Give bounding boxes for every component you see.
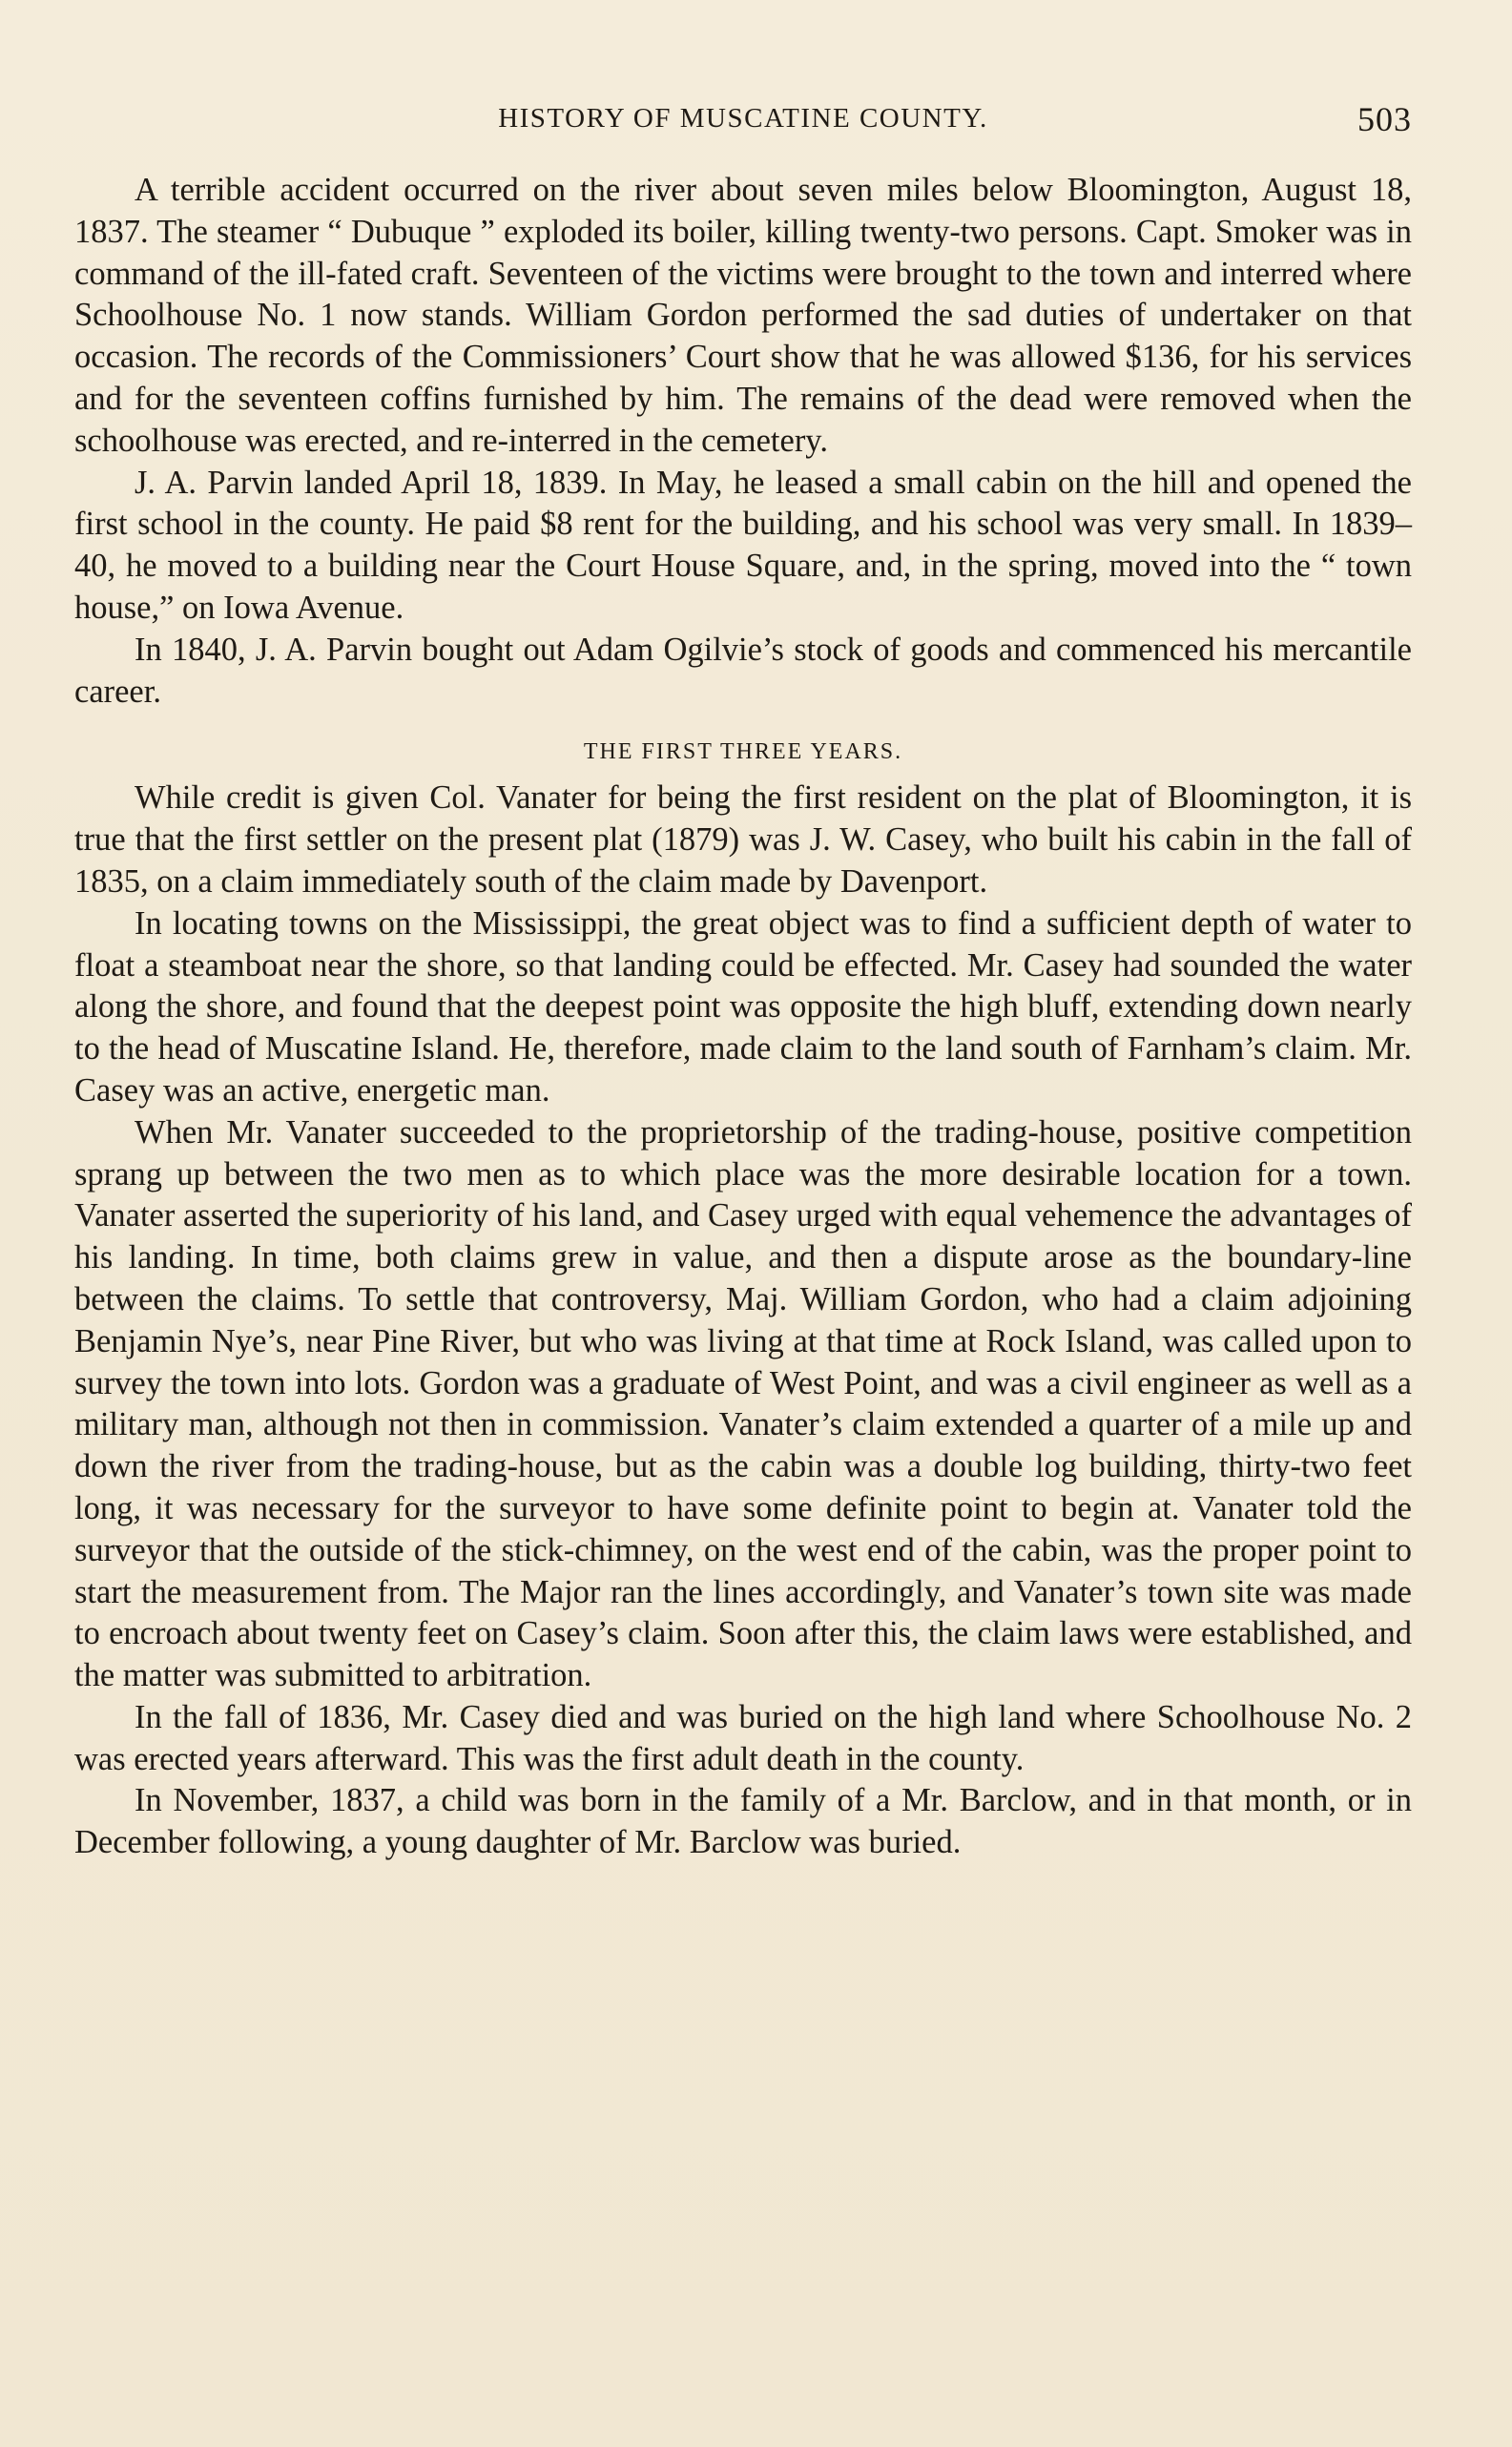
body-text	[74, 170, 1412, 1864]
page-header	[74, 95, 1412, 153]
paragraph-boundary-dispute: When Mr. Vanater succeeded to the proprietorship of the trading-house, positive competition sprang up between the two men as to which place was the more desirable location for a town. Vanater asserted the superiority of his land, and Casey urged with equal vehemence the advantages of his landing. In time, both claims grew in value, and then a dispute arose as the boundary-line between the claims. To settle that controversy, Maj. William Gordon, who had a claim adjoining Benjamin Nye’s, near Pine River, but who was living at that time at Rock Island, was called upon to survey the town into lots. Gordon was a graduate of West Point, and was a civil engineer as well as a military man, although not then in commission. Vanater’s claim extended a quarter of a mile up and down the river from the trading-house, but as the cabin was a double log building, thirty-two feet long, it was necessary for the surveyor to have some definite point to begin at. Vanater told the surveyor that the outside of the stick-chimney, on the west end of the cabin, was the proper point to start the measurement from. The Major ran the lines accordingly, and Vanater’s town site was made to encroach about twenty feet on Casey’s claim. Soon after this, the claim laws were established, and the matter was submitted to arbitration.	[74, 1113, 1412, 1694]
paragraph-steamer-accident: A terrible accident occurred on the river about seven miles below Bloomington, August 18, 1837. The steamer “ Dubuque ” exploded its boiler, killing twenty-two persons. Capt. Smoker was in command of the ill-fated craft. Seventeen of the victims were brought to the town and interred where Schoolhouse No. 1 now stands. William Gordon performed the sad duties of undertaker on that occasion. The records of the Commissioners’ Court show that he was allowed $136, for his services and for the seventeen coffins furnished by him. The remains of the dead were removed when the schoolhouse was erected, and re-interred in the cemetery.	[74, 172, 1412, 459]
paragraph-barclow-child: In November, 1837, a child was born in the family of a Mr. Barclow, and in that month, or in December following, a young daughter of Mr. Barclow was buried.	[74, 1782, 1412, 1861]
paragraph-parvin-mercantile: In 1840, J. A. Parvin bought out Adam Ogilvie’s stock of goods and commenced his mercantile career.	[74, 631, 1412, 710]
paragraph-first-settler: While credit is given Col. Vanater for being the first resident on the plat of Bloomington, it is true that the first settler on the present plat (1879) was J. W. Casey, who built his cabin in the fall of 1835, on a claim immediately south of the claim made by Davenport.	[74, 779, 1412, 900]
paragraph-parvin-school: J. A. Parvin landed April 18, 1839. In May, he leased a small cabin on the hill and opened the first school in the county. He paid $8 rent for the building, and his school was very small. In 1839–40, he moved to a building near the Court House Square, and, in the spring, moved into the “ town house,” on Iowa Avenue.	[74, 464, 1412, 626]
section-heading: THE FIRST THREE YEARS.	[583, 739, 903, 765]
running-head: HISTORY OF MUSCATINE COUNTY.	[498, 103, 988, 134]
paragraph-casey-death: In the fall of 1836, Mr. Casey died and was buried on the high land where Schoolhouse No. 2 was erected years afterward. This was the first adult death in the county.	[74, 1698, 1412, 1777]
page-number: 503	[1357, 100, 1412, 138]
paragraph-locating-towns: In locating towns on the Mississippi, the great object was to find a sufficient depth of water to float a steamboat near the shore, so that landing could be effected. Mr. Casey had sounded the water along the shore, and found that the deepest point was opposite the high bluff, extending down nearly to the head of Muscatine Island. He, therefore, made claim to the land south of Farnham’s claim. Mr. Casey was an active, energetic man.	[74, 904, 1412, 1109]
